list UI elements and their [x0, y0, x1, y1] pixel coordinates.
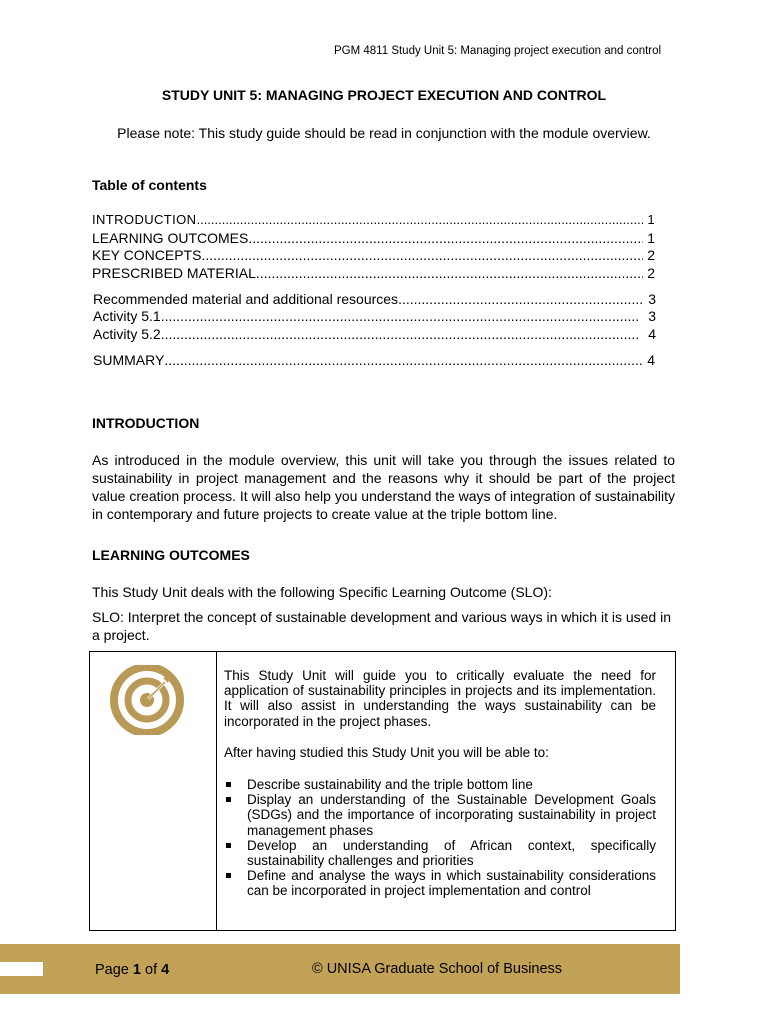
toc-entry-page: 3: [648, 291, 656, 307]
learning-outcome-box: [89, 651, 676, 931]
toc-entry-label: Recommended material and additional resources: [93, 291, 399, 307]
toc-entry-label: SUMMARY: [93, 352, 165, 368]
toc-entry-page: 1: [647, 230, 655, 246]
icon-cell: [90, 652, 217, 930]
toc-entry-page: 2: [647, 247, 655, 263]
toc-entry-label: Activity 5.1: [93, 308, 161, 324]
list-item: Develop an understanding of African context, specifically sustainability challenges and priorities: [224, 838, 656, 868]
toc-leader: [164, 352, 643, 368]
page-word: Page: [95, 962, 129, 978]
learning-outcomes-heading: LEARNING OUTCOMES: [92, 547, 250, 563]
toc-entry-page: 4: [648, 326, 656, 342]
outcome-paragraph: This Study Unit will guide you to critically evaluate the need for application of sustainability principles in projects and its implementation. It will also assist in understanding the ways sustainability can be incorporated in the project phases.: [224, 668, 656, 729]
toc-leader: [196, 212, 643, 227]
toc-entry-page: 4: [647, 352, 655, 368]
page-indicator: [95, 962, 169, 978]
of-word: of: [145, 962, 158, 978]
toc-leader: [161, 326, 641, 342]
toc-entry-activity-5-2[interactable]: [93, 326, 656, 343]
toc-heading: Table of contents: [92, 177, 207, 193]
toc-entry-label: PRESCRIBED MATERIAL: [92, 265, 256, 281]
toc-leader: [161, 308, 641, 324]
target-icon: [107, 665, 187, 735]
introduction-heading: INTRODUCTION: [92, 415, 200, 431]
toc-leader: [201, 247, 643, 263]
toc-entry-label: LEARNING OUTCOMES: [92, 230, 249, 246]
toc-entry-introduction[interactable]: [92, 212, 655, 229]
slo-intro: This Study Unit deals with the following Specific Learning Outcome (SLO):: [92, 584, 552, 600]
introduction-paragraph: As introduced in the module overview, this unit will take you through the issues related to sustainability in project management and the reasons why it should be part of the project value creation process. It will also help you understand the ways of integration of sustainability in contemporary and future projects to create value at the triple bottom line.: [92, 452, 675, 522]
toc-entry-label: INTRODUCTION: [92, 212, 197, 227]
page-title: STUDY UNIT 5: MANAGING PROJECT EXECUTION AND CONTROL: [161, 87, 607, 103]
footer-tab: [0, 962, 43, 976]
list-item: Define and analyse the ways in which sustainability considerations can be incorporated in project implementation and control: [224, 868, 656, 898]
outcome-lead-in: After having studied this Study Unit you will be able to:: [224, 744, 549, 760]
toc-entry-page: 3: [648, 308, 656, 324]
toc-entry-recommended-material[interactable]: [93, 291, 656, 308]
toc-entry-learning-outcomes[interactable]: [92, 230, 655, 247]
copyright-notice: © UNISA Graduate School of Business: [312, 961, 563, 977]
toc-leader: [248, 230, 643, 246]
outcome-text-cell: [217, 652, 675, 930]
toc-entry-prescribed-material[interactable]: [92, 265, 655, 282]
running-header: PGM 4811 Study Unit 5: Managing project execution and control: [334, 45, 662, 57]
toc-leader: [398, 291, 644, 307]
toc-entry-label: KEY CONCEPTS: [92, 247, 202, 263]
list-item: Describe sustainability and the triple bottom line: [224, 777, 656, 792]
toc-entry-summary[interactable]: [93, 352, 655, 369]
reading-note: Please note: This study guide should be read in conjunction with the module overview.: [117, 125, 651, 141]
slo-statement: SLO: Interpret the concept of sustainable development and various ways in which it is used in a project.: [92, 609, 671, 643]
toc-leader: [256, 265, 643, 281]
toc-entry-key-concepts[interactable]: [92, 247, 655, 264]
toc-entry-page: 1: [647, 212, 655, 227]
toc-entry-page: 2: [647, 265, 655, 281]
list-item: Display an understanding of the Sustainable Development Goals (SDGs) and the importance of incorporating sustainability in project management phases: [224, 792, 656, 838]
outcome-list: [224, 777, 656, 899]
total-pages: 4: [161, 962, 170, 978]
toc-entry-label: Activity 5.2: [93, 326, 161, 342]
current-page: 1: [132, 962, 141, 978]
toc-entry-activity-5-1[interactable]: [93, 308, 656, 325]
